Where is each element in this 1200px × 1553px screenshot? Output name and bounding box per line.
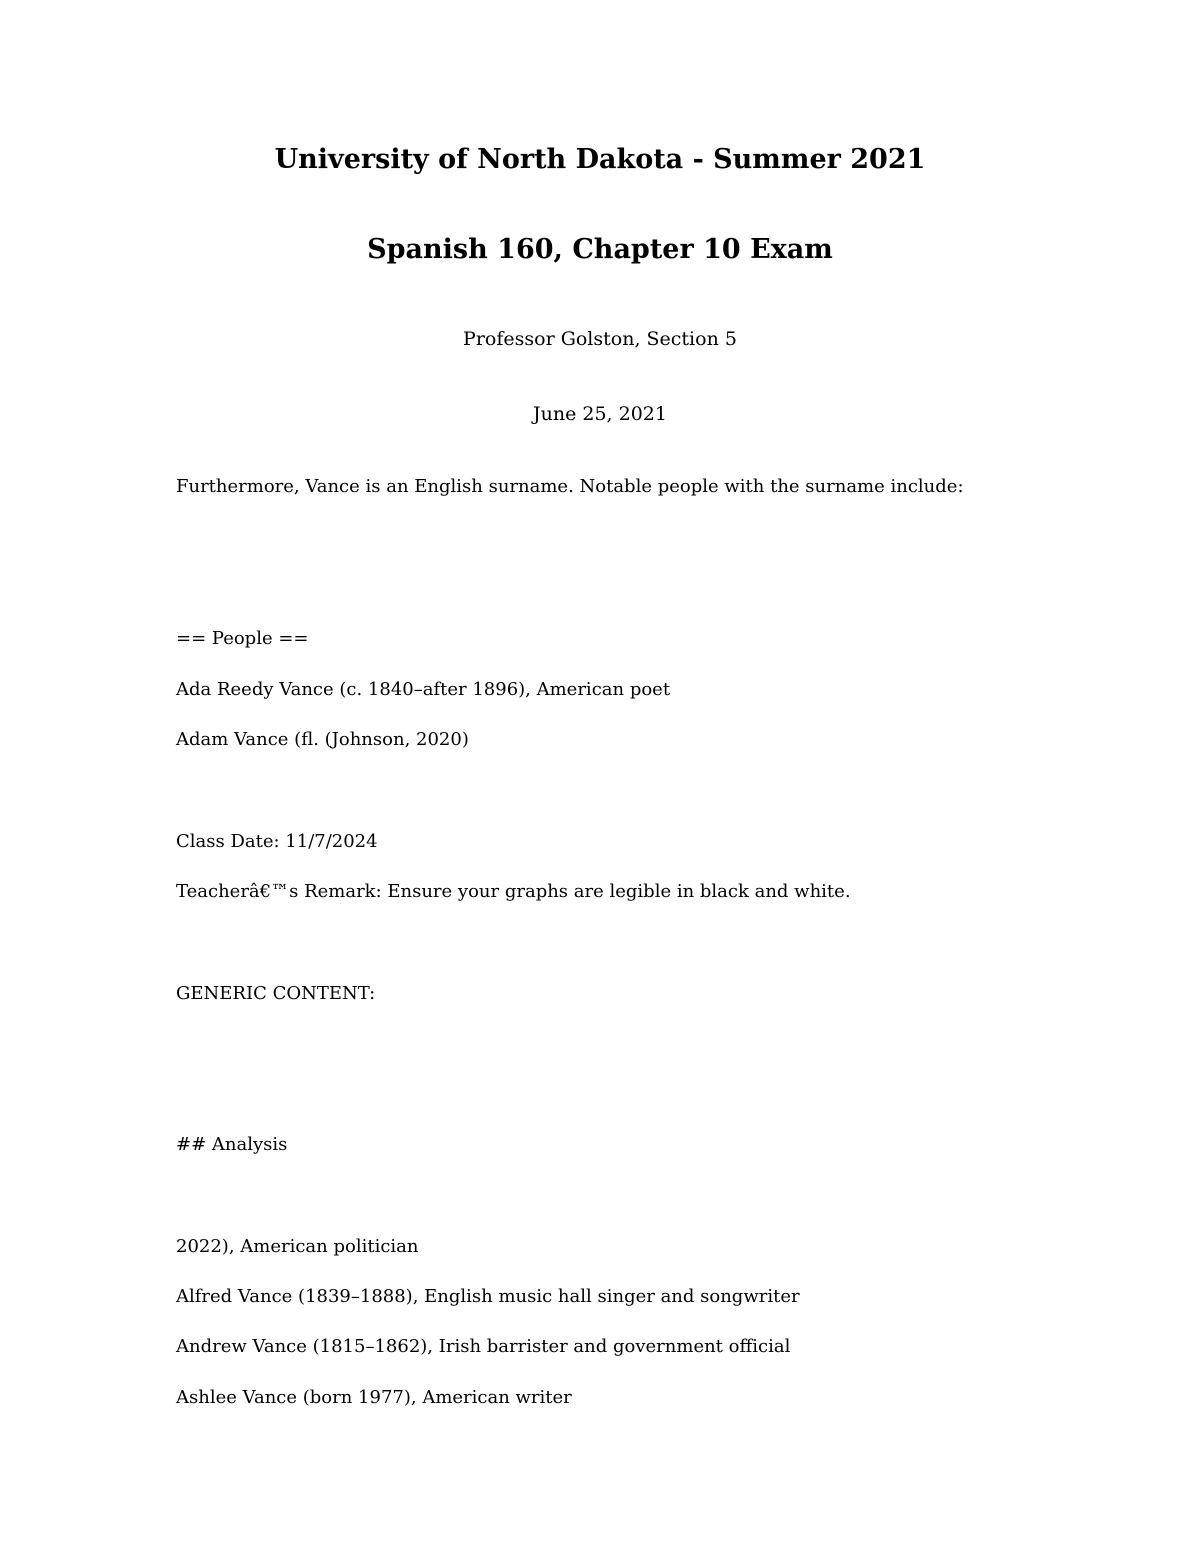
analysis-list-item: 2022), American politician xyxy=(176,1236,419,1257)
document-title: University of North Dakota - Summer 2021 xyxy=(274,144,926,175)
intro-paragraph: Furthermore, Vance is an English surname. Notable people with the surname include: xyxy=(176,476,964,497)
instructor-line: Professor Golston, Section 5 xyxy=(463,328,737,350)
teacher-remark: Teacherâ€™s Remark: Ensure your graphs are legible in black and white. xyxy=(176,881,851,902)
generic-content-label: GENERIC CONTENT: xyxy=(176,983,376,1004)
people-list-item: Ada Reedy Vance (c. 1840–after 1896), American poet xyxy=(176,679,671,700)
analysis-heading: ## Analysis xyxy=(176,1134,288,1155)
analysis-list-item: Alfred Vance (1839–1888), English music hall singer and songwriter xyxy=(176,1286,800,1307)
document-date: June 25, 2021 xyxy=(533,403,667,425)
people-heading: == People == xyxy=(176,628,309,649)
class-date: Class Date: 11/7/2024 xyxy=(176,831,378,852)
document-subtitle: Spanish 160, Chapter 10 Exam xyxy=(367,234,833,265)
analysis-list-item: Andrew Vance (1815–1862), Irish barrister and government official xyxy=(176,1336,791,1357)
analysis-list-item: Ashlee Vance (born 1977), American writer xyxy=(176,1387,572,1408)
people-list-item: Adam Vance (fl. (Johnson, 2020) xyxy=(176,729,469,750)
